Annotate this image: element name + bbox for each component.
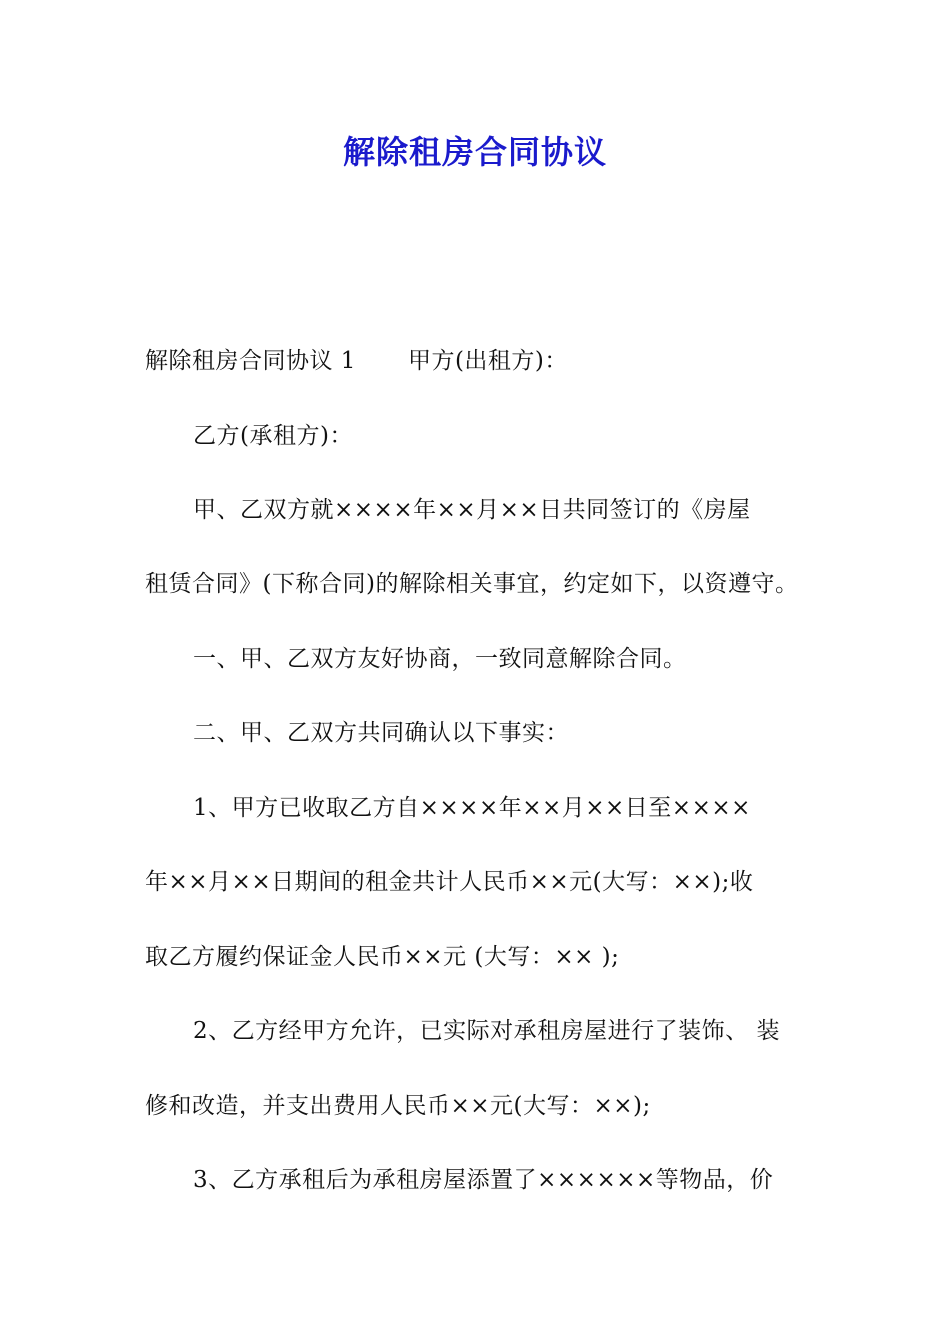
clause-two: 二、甲、乙双方共同确认以下事实： [193,720,569,746]
item-two-line: 修和改造，并支出费用人民币××元(大写：××); [145,1093,651,1119]
clause-one: 一、甲、乙双方友好协商，一致同意解除合同。 [193,646,687,672]
item-one-line: 1、甲方已收取乙方自××××年××月××日至×××× [193,795,751,821]
item-one-line: 年××月××日期间的租金共计人民币××元(大写：××);收 [145,869,754,895]
party-b-label: 乙方(承租方)： [193,423,353,449]
heading-line [145,343,568,379]
item-two-line: 2、乙方经甲方允许，已实际对承租房屋进行了装饰、 装 [193,1018,780,1044]
agreement-label: 解除租房合同协议 1 [145,348,356,374]
party-a-label: 甲方(出租方)： [407,348,568,374]
item-three-line: 3、乙方承租后为承租房屋添置了××××××等物品，价 [193,1167,774,1193]
document-title: 解除租房合同协议 [342,133,607,171]
paragraph-line: 甲、乙双方就××××年××月××日共同签订的《房屋 [193,497,751,523]
item-one-line: 取乙方履约保证金人民币××元 (大写：×× ); [145,944,620,970]
paragraph-line: 租赁合同》(下称合同)的解除相关事宜，约定如下，以资遵守。 [145,571,799,597]
